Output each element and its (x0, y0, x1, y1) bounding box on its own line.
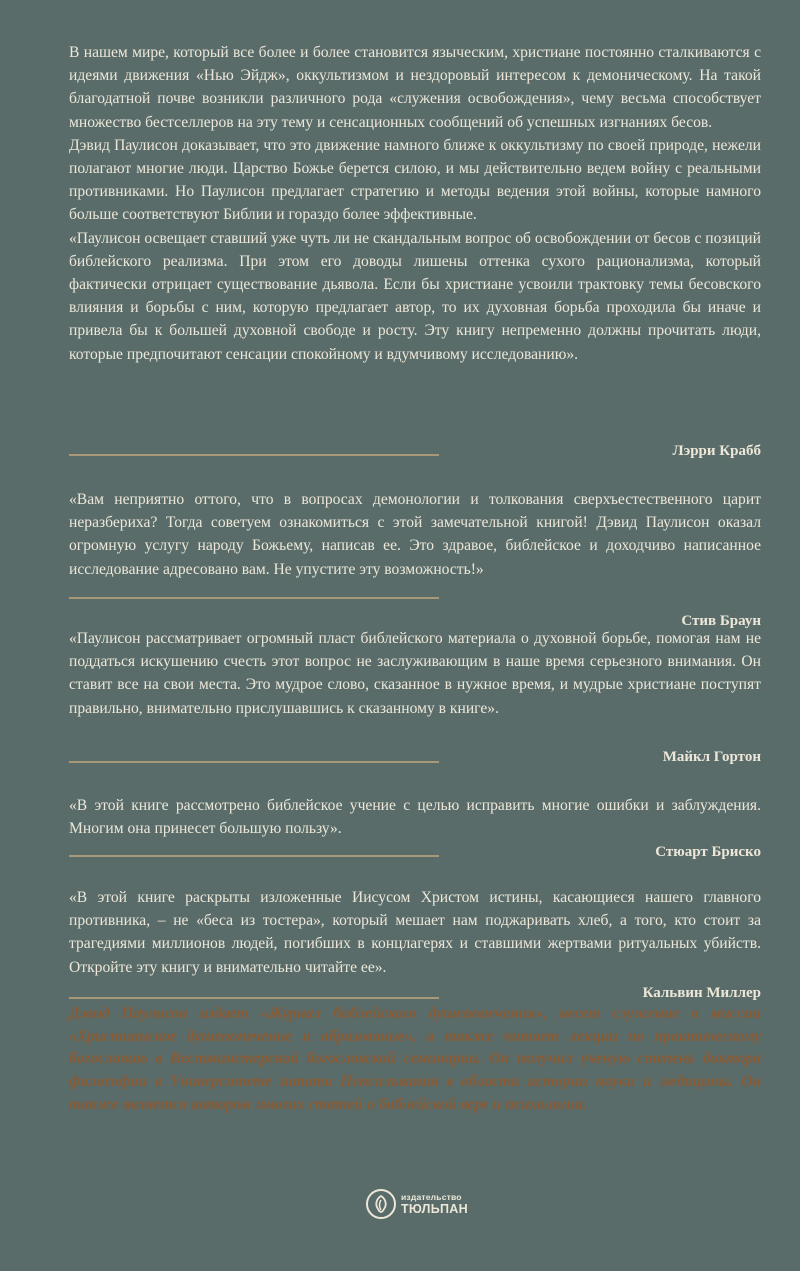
divider-rule (69, 761, 439, 763)
review-author: Майкл Гортон (662, 749, 761, 765)
intro-paragraph-2: Дэвид Паулисон доказывает, что это движение намного ближе к оккультизму по своей природе, нежели полагают многие люди. Царство Божье берется силою, и мы действительно ведем войну с реальными противниками. Но Паулисон предлагает стратегию и методы ведения этой войны, которые намного больше соответствуют Библии и гораздо более эффективные. (69, 136, 761, 224)
author-bio: Дэвид Паулисон издает «Журнал библейского душепопечения», несет служение в миссии «Христианское душепопечение и образование», а также читает лекции по практическому богословию в Вестминстерской богословской семинарии. Он получил ученую степень доктора философии в Университете штата Пенсильвания в области истории науки и медицины. Он также является автором многих статей о библейской вере и психологии. (69, 1005, 761, 1113)
review-author: Кальвин Миллер (642, 985, 761, 1001)
publisher-label: издательство (401, 1191, 462, 1202)
review-author: Стюарт Бриско (655, 844, 761, 860)
intro-text (69, 41, 761, 366)
publisher-logo (366, 1186, 468, 1222)
review-block (69, 886, 761, 979)
review-block (69, 488, 761, 581)
intro-paragraph-3: «Паулисон освещает ставший уже чуть ли не скандальным вопрос об освобождении от бесов с позиций библейского реализма. При этом его доводы лишены оттенка сухого рационализма, который фактически отрицает существование дьявола. Если бы христиане усвоили трактовку темы бесовского влияния и борьбы с ним, которую предлагает автор, то их духовная борьба проходила бы иначе и привела бы к большей духовной свободе и росту. Эту книгу непременно должны прочитать люди, которые предпочитают сенсации спокойному и вдумчивому исследованию». (69, 229, 761, 363)
review-quote: «Вам неприятно оттого, что в вопросах демонологии и толкования сверхъестественного царит неразбериха? Тогда советуем ознакомиться с этой замечательной книгой! Дэвид Паулисон оказал огромную услугу народу Божьему, написав ее. Это здравое, библейское и доходчиво написанное исследование адресовано вам. Не упустите эту возможность!» (69, 491, 761, 578)
review-author: Стив Браун (681, 613, 761, 629)
divider-rule (69, 855, 439, 857)
review-block (69, 794, 761, 840)
review-quote: «Паулисон рассматривает огромный пласт библейского материала о духовной борьбе, помогая нам не поддаться искушению счесть этот вопрос не заслуживающим в наше время серьезного внимания. Он ставит все на свои места. Это мудрое слово, сказанное в нужное время, и мудрые христиане поступят правильно, внимательно прислушавшись к сказанному в книге». (69, 630, 761, 717)
review-author: Лэрри Крабб (672, 443, 761, 459)
divider-rule (69, 454, 439, 456)
intro-paragraph-1: В нашем мире, который все более и более становится языческим, христиане постоянно сталкиваются с идеями движения «Нью Эйдж», оккультизмом и нездоровый интересом к демоническому. На такой благодатной почве возникли различного рода «служения освобождения», чему весьма способствует множество бестселлеров на эту тему и сенсационных сообщений об успешных изгнаниях бесов. (69, 44, 761, 131)
divider-rule (69, 597, 439, 599)
review-block (69, 627, 761, 720)
publisher-name: ТЮЛЬПАН (401, 1202, 468, 1216)
review-quote: «В этой книге раскрыты изложенные Иисусом Христом истины, касающиеся нашего главного противника, – не «беса из тостера», который мешает нам поджаривать хлеб, а того, кто стоит за трагедиями миллионов людей, погибших в концлагерях и ставшими жертвами ритуальных убийств. Откройте эту книгу и внимательно читайте ее». (69, 889, 761, 976)
tulip-logo-icon (366, 1189, 396, 1219)
divider-rule (69, 997, 439, 999)
review-quote: «В этой книге рассмотрено библейское учение с целью исправить многие ошибки и заблуждения. Многим она принесет большую пользу». (69, 797, 761, 838)
